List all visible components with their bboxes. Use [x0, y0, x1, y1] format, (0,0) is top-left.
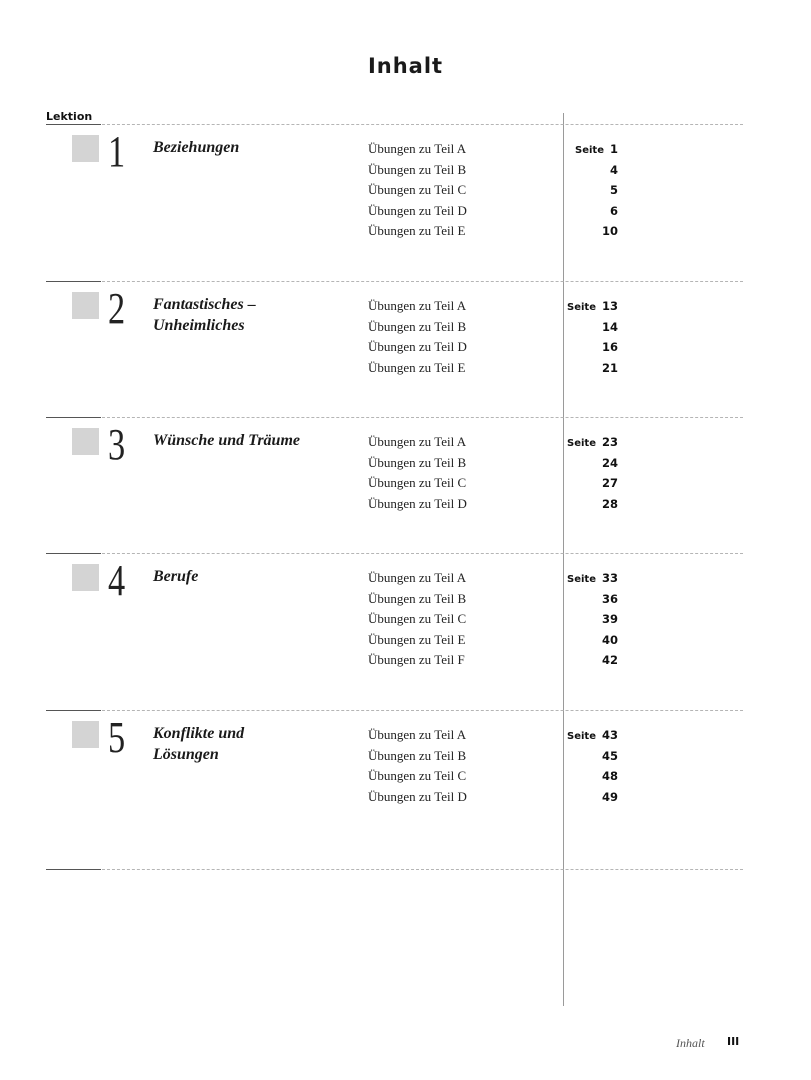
page-number-value: 1	[609, 142, 618, 156]
separator-solid-segment	[46, 869, 101, 870]
lesson-title-line: Berufe	[153, 568, 199, 585]
exercise-page-number	[560, 434, 618, 452]
exercise-label: Übungen zu Teil B	[368, 454, 467, 470]
page-number-value: 10	[601, 224, 618, 238]
exercise-page-number	[560, 339, 618, 355]
exercise-label: Übungen zu Teil E	[368, 631, 466, 647]
exercise-page-number	[560, 611, 618, 627]
exercise-label: Übungen zu Teil F	[368, 652, 465, 667]
separator-solid-segment	[46, 124, 101, 125]
exercise-page-number	[560, 475, 618, 491]
exercise-label: Übungen zu Teil A	[368, 570, 467, 585]
exercise-label: Übungen zu Teil B	[368, 747, 467, 763]
page-prefix: Seite	[567, 302, 596, 313]
exercise-page-number	[560, 360, 618, 376]
lesson-marker-square	[72, 292, 99, 319]
page-number-value: 48	[601, 769, 618, 783]
exercise-label: Übungen zu Teil C	[368, 475, 467, 490]
lesson-number: 4	[108, 556, 126, 605]
exercise-page-number	[560, 223, 618, 239]
exercise-label: Übungen zu Teil C	[368, 182, 467, 197]
lesson-number: 3	[108, 420, 126, 469]
page-number-value: 21	[601, 360, 618, 375]
separator-solid-segment	[46, 710, 101, 711]
exercise-label: Übungen zu Teil D	[368, 339, 467, 354]
exercise-page-number	[560, 319, 618, 335]
exercise-page-number	[560, 727, 618, 745]
exercise-label: Übungen zu Teil E	[368, 359, 466, 375]
column-label-lektion: Lektion	[46, 110, 93, 123]
page-number-value: 42	[601, 653, 618, 667]
exercise-page-number	[560, 570, 618, 588]
page-prefix: Seite	[567, 438, 596, 449]
separator-dashed-segment	[102, 710, 743, 711]
page-number-value: 23	[601, 435, 618, 449]
exercise-label: Übungen zu Teil D	[368, 202, 467, 218]
page-prefix: Seite	[575, 145, 604, 156]
lesson-marker-square	[72, 135, 99, 162]
exercise-page-number	[560, 162, 618, 178]
page-prefix: Seite	[567, 731, 596, 742]
exercise-page-number	[560, 632, 618, 648]
exercise-label: Übungen zu Teil A	[368, 298, 467, 313]
footer-page-number: III	[727, 1035, 740, 1048]
exercise-label: Übungen zu Teil A	[368, 434, 467, 449]
page-title: Inhalt	[367, 54, 444, 78]
exercise-label: Übungen zu Teil A	[368, 727, 467, 742]
separator-dashed-segment	[102, 124, 743, 125]
separator-solid-segment	[46, 553, 101, 554]
exercise-label: Übungen zu Teil B	[368, 161, 467, 177]
page-number-value: 33	[601, 571, 618, 585]
page-number-value: 39	[601, 612, 618, 626]
lesson-title	[153, 294, 353, 336]
separator-dashed-segment	[102, 281, 743, 282]
lesson-marker-square	[72, 564, 99, 591]
page-number-value: 27	[601, 476, 618, 490]
page-number-value: 40	[601, 632, 618, 647]
lesson-marker-square	[72, 428, 99, 455]
exercise-label: Übungen zu Teil C	[368, 611, 467, 626]
exercise-label: Übungen zu Teil B	[368, 318, 467, 334]
exercise-label: Übungen zu Teil B	[368, 590, 467, 606]
page-prefix: Seite	[567, 574, 596, 585]
exercise-page-number	[560, 496, 618, 512]
page-number-value: 14	[601, 319, 618, 334]
lesson-title-line: Beziehungen	[153, 139, 240, 156]
lesson-title-line: Fantastisches –	[153, 296, 256, 313]
page-number-value: 43	[601, 728, 618, 742]
lesson-title-line: Lösungen	[153, 746, 219, 763]
page-number-value: 28	[601, 496, 618, 511]
exercise-page-number	[560, 182, 618, 198]
exercise-label: Übungen zu Teil A	[368, 141, 467, 156]
separator-dashed-segment	[102, 869, 743, 870]
exercise-page-number	[560, 652, 618, 668]
exercise-label: Übungen zu Teil C	[368, 768, 467, 783]
vertical-divider	[563, 113, 564, 1006]
exercise-page-number	[560, 298, 618, 316]
exercise-page-number	[560, 789, 618, 805]
lesson-title	[153, 723, 353, 765]
page-number-value: 24	[601, 455, 618, 470]
exercise-label: Übungen zu Teil D	[368, 495, 467, 511]
lesson-number: 5	[108, 713, 126, 762]
lesson-marker-square	[72, 721, 99, 748]
page-number-value: 4	[609, 162, 618, 177]
lesson-title	[153, 566, 353, 587]
lesson-title	[153, 430, 353, 451]
page-number-value: 49	[601, 789, 618, 804]
separator-dashed-segment	[102, 553, 743, 554]
page-number-value: 6	[609, 203, 618, 218]
exercise-page-number	[560, 768, 618, 784]
page-number-value: 36	[601, 591, 618, 606]
exercise-page-number	[560, 591, 618, 607]
page-number-value: 45	[601, 748, 618, 763]
page-number-value: 5	[609, 183, 618, 197]
lesson-number: 2	[108, 284, 126, 333]
lesson-title-line: Wünsche und Träume	[153, 432, 300, 449]
lesson-title	[153, 137, 353, 158]
page-number-value: 13	[601, 299, 618, 313]
footer-section-label: Inhalt	[676, 1036, 705, 1050]
exercise-label: Übungen zu Teil E	[368, 223, 466, 238]
exercise-page-number	[560, 203, 618, 219]
lesson-title-line: Konflikte und	[153, 725, 245, 742]
lesson-title-line: Unheimliches	[153, 317, 245, 334]
separator-solid-segment	[46, 281, 101, 282]
lesson-number: 1	[108, 127, 126, 176]
separator-solid-segment	[46, 417, 101, 418]
separator-dashed-segment	[102, 417, 743, 418]
exercise-page-number	[560, 748, 618, 764]
page-number-value: 16	[601, 340, 618, 354]
exercise-page-number	[560, 141, 618, 159]
exercise-page-number	[560, 455, 618, 471]
exercise-label: Übungen zu Teil D	[368, 788, 467, 804]
